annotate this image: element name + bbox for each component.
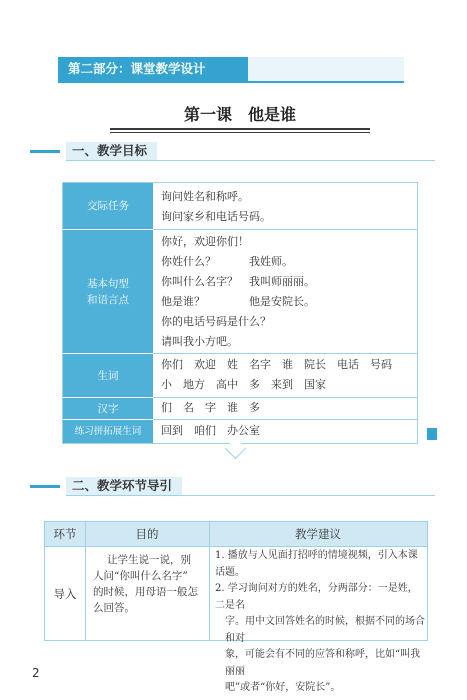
suggestion-line: 字。用中文回答姓名的时候，根据不同的场合和对 [225,616,425,644]
column-divider [209,522,210,640]
objectives-line: 们 名 字 谁 多 [161,401,260,414]
section-objectives-header [30,142,435,162]
guide-suggestions-cell [215,548,425,697]
header-purpose: 目的 [135,527,159,541]
objectives-line: 询问姓名和称呼。 [161,190,249,203]
header-stage: 环节 [53,527,77,541]
guide-stage-cell: 导入 [53,587,77,601]
objectives-line: 你好，欢迎你们！ [161,235,249,248]
objectives-label-line: 汉字 [97,402,119,415]
objectives-line: 询问家乡和电话号码。 [161,210,271,223]
objectives-line: 小 地方 高中 多 来到 国家 [161,378,326,391]
suggestion-line: 1. 播放与人见面打招呼的情境视频，引入本课话题。 [215,550,418,578]
objectives-line: 回到 咱们 办公室 [161,424,260,437]
objectives-row [63,398,417,419]
objectives-row-label [63,230,153,353]
objectives-row [63,420,417,443]
section-rule [66,495,435,496]
purpose-line: 让学生说一说，别 [107,554,191,566]
objectives-table [62,182,418,444]
objectives-label-line: 交际任务 [87,200,129,212]
purpose-line: 人问“你叫什么名字” [93,570,188,582]
header-divider [45,546,427,547]
section-objectives-title: 一、教学目标 [66,142,157,160]
objectives-label-line: 练习拼拓展生词 [74,425,142,437]
objectives-label-line: 生词 [97,369,119,382]
objectives-row [63,230,417,353]
objectives-line: 他是谁？ 他是安院长。 [161,295,315,308]
lesson-title-block [110,104,370,130]
objectives-row-label [63,420,153,443]
side-tab-marker [427,428,437,440]
part-banner-underline [58,81,404,83]
suggestion-line: 吧”或者“你好，安院长”。 [225,682,341,693]
objectives-line: 你的电话号码是什么？ [161,315,271,328]
objectives-line: 你姓什么？ 我姓师。 [161,255,293,268]
objectives-row-label [63,354,153,397]
lesson-title: 第一课 他是谁 [183,105,296,124]
guide-table [44,521,428,693]
objectives-line: 你叫什么名字？ 我叫师丽丽。 [161,275,315,288]
objectives-label-line: 基本句型 [87,277,129,290]
column-divider [85,522,86,640]
objectives-row-content [161,421,411,441]
objectives-row-content [161,187,411,227]
page-number: 2 [32,666,40,680]
objectives-row [63,183,417,229]
section-dash [30,485,60,488]
section-guide-header [30,477,435,497]
suggestion-line: 2. 学习询问对方的姓名，分两部分：一是姓，二是名 [215,583,418,611]
objectives-row-content [161,232,411,352]
part-banner-strip [240,57,404,81]
objectives-row-label [63,398,153,419]
objectives-row [63,354,417,397]
objectives-row-content [161,398,411,418]
lesson-title-rule [110,128,370,134]
objectives-line: 你们 欢迎 姓 名字 谁 院长 电话 号码 [161,358,392,371]
part-banner: 第二部分：课堂教学设计 [58,57,248,81]
purpose-line: 么回答。 [93,602,135,614]
objectives-row-content [161,355,411,395]
guide-purpose-cell [93,552,205,616]
header-suggestions: 教学建议 [295,527,341,541]
objectives-line: 请叫我小方吧。 [161,335,238,348]
objectives-label-line: 和语言点 [87,293,129,306]
section-rule [66,160,435,161]
section-dash [30,150,60,153]
objectives-row-label [63,183,153,229]
purpose-line: 的时候，用母语一般怎 [93,586,198,598]
suggestion-line: 象，可能会有不同的应答和称呼，比如“叫我丽丽 [225,649,421,677]
section-guide-title: 二、教学环节导引 [66,477,182,495]
